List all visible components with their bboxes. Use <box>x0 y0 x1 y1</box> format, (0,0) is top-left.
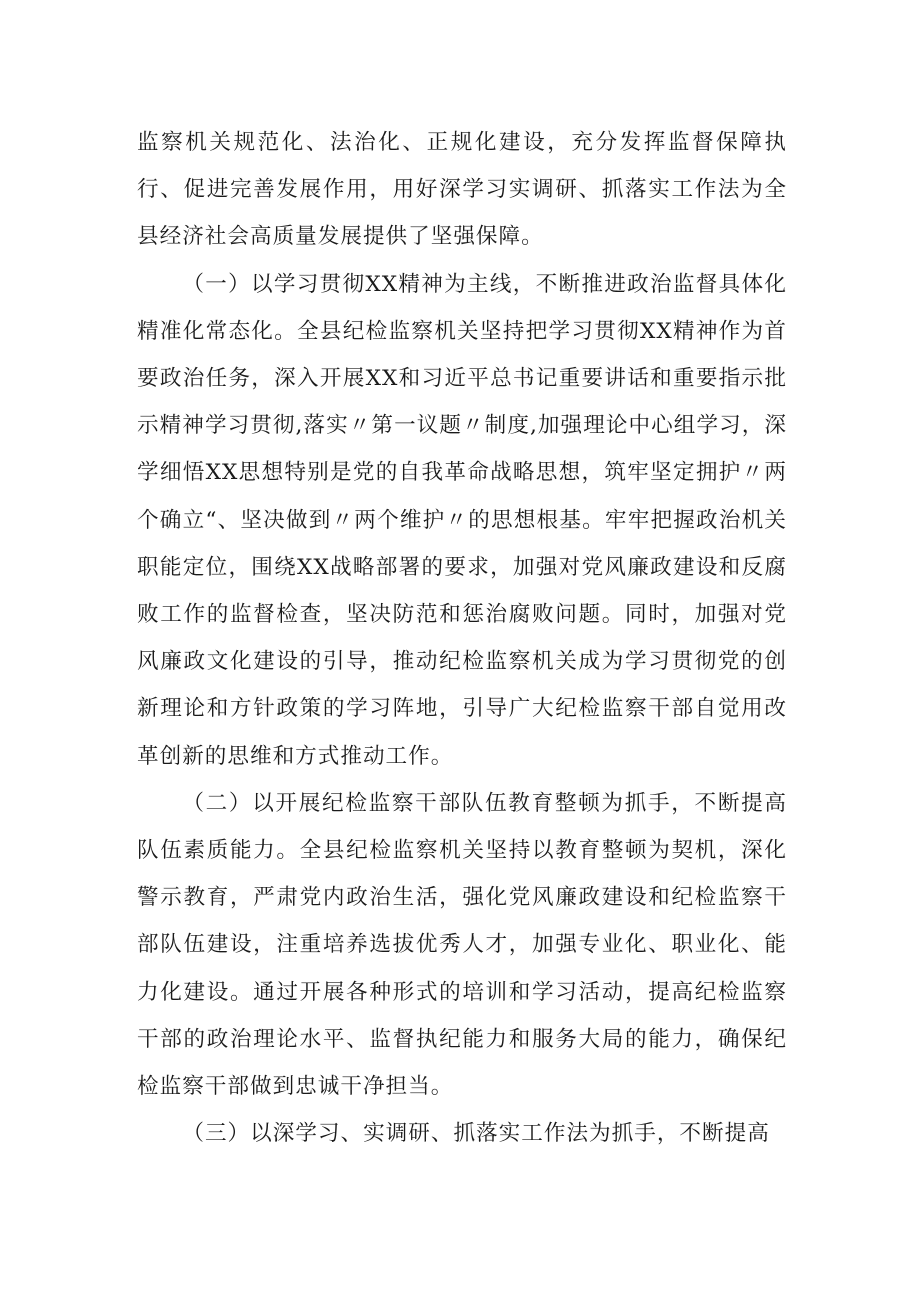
paragraph-section-1: （一）以学习贯彻XX精神为主线，不断推进政治监督具体化精准化常态化。全县纪检监察机关坚持把学习贯彻XX精神作为首要政治任务，深入开展XX和习近平总书记重要讲话和重要指示批示精神学习贯彻,落实〃第一议题〃制度,加强理论中心组学习，深学细悟XX思想特别是党的自我革命战略思想，筑牢坚定拥护〃两个确立“、坚决做到〃两个维护〃的思想根基。牢牢把握政治机关职能定位，围绕XX战略部署的要求，加强对党风廉政建设和反腐败工作的监督检查，坚决防范和惩治腐败问题。同时，加强对党风廉政文化建设的引导，推动纪检监察机关成为学习贯彻党的创新理论和方针政策的学习阵地，引导广大纪检监察干部自觉用改革创新的思维和方式推动工作。 <box>137 271 787 769</box>
paragraph-continuation: 监察机关规范化、法治化、正规化建设，充分发挥监督保障执行、促进完善发展作用，用好深学习实调研、抓落实工作法为全县经济社会高质量发展提供了坚强保障。 <box>137 130 787 250</box>
paragraph-section-3: （三）以深学习、实调研、抓落实工作法为抓手，不断提高 <box>182 1121 770 1147</box>
paragraph-section-2: （二）以开展纪检监察干部队伍教育整顿为抓手，不断提高队伍素质能力。全县纪检监察机关坚持以教育整顿为契机，深化警示教育，严肃党内政治生活，强化党风廉政建设和纪检监察干部队伍建设，注重培养选拔优秀人才，加强专业化、职业化、能力化建设。通过开展各种形式的培训和学习活动，提高纪检监察干部的政治理论水平、监督执纪能力和服务大局的能力，确保纪检监察干部做到忠诚干净担当。 <box>137 790 787 1100</box>
document-body <box>137 119 787 1157</box>
